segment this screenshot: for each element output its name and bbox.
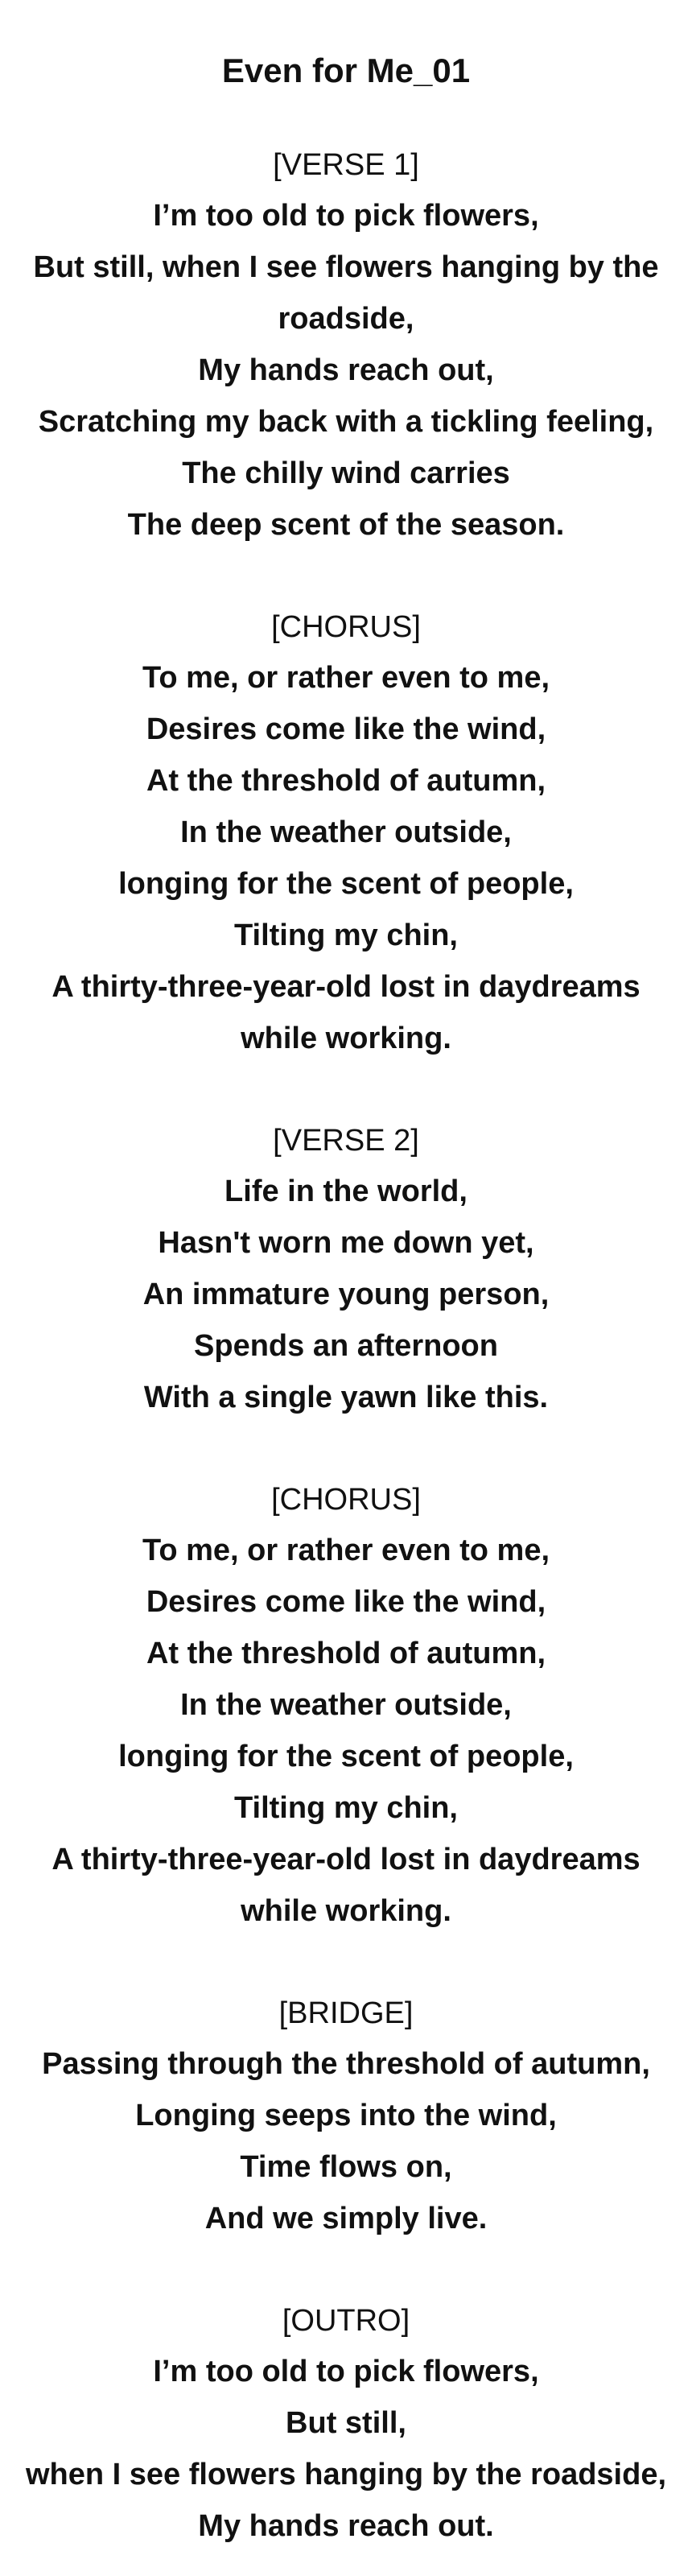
section-outro bbox=[0, 2296, 692, 2552]
lyric-line: But still, when I see flowers hanging by the roadside, bbox=[33, 250, 659, 336]
lyric-line: Life in the world, bbox=[224, 1174, 468, 1208]
lyric-line: My hands reach out, bbox=[198, 353, 494, 387]
lyric-line: when I see flowers hanging by the roadside, bbox=[25, 2458, 667, 2491]
section-bridge bbox=[0, 1988, 692, 2244]
lyric-line: Scratching my back with a tickling feeling, bbox=[38, 405, 654, 439]
lyric-line: longing for the scent of people, bbox=[118, 1740, 574, 1773]
section-label: [CHORUS] bbox=[271, 1483, 421, 1517]
section-chorus-2 bbox=[0, 1475, 692, 1937]
lyric-line: In the weather outside, bbox=[180, 1688, 512, 1722]
lyric-line: At the threshold of autumn, bbox=[146, 1637, 546, 1670]
lyric-line: A thirty-three-year-old lost in daydreams while working. bbox=[51, 970, 641, 1055]
lyric-line: My hands reach out. bbox=[198, 2509, 494, 2543]
lyric-line: The chilly wind carries bbox=[182, 456, 510, 490]
lyric-line: With a single yawn like this. bbox=[143, 1381, 549, 1414]
lyric-line: And we simply live. bbox=[204, 2202, 488, 2235]
lyric-line: I’m too old to pick flowers, bbox=[153, 199, 539, 233]
section-label: [VERSE 2] bbox=[273, 1124, 419, 1158]
lyric-line: To me, or rather even to me, bbox=[142, 1534, 550, 1567]
song-title: Even for Me_01 bbox=[221, 52, 471, 89]
lyric-line: But still, bbox=[286, 2406, 406, 2440]
lyric-line: I’m too old to pick flowers, bbox=[153, 2355, 539, 2388]
lyric-line: In the weather outside, bbox=[180, 815, 512, 849]
lyric-line: The deep scent of the season. bbox=[127, 508, 565, 542]
section-verse-1 bbox=[0, 140, 692, 551]
lyric-line: Desires come like the wind, bbox=[146, 1585, 546, 1619]
lyric-line: Time flows on, bbox=[240, 2150, 452, 2184]
lyric-line: Tilting my chin, bbox=[234, 1791, 458, 1825]
section-label: [CHORUS] bbox=[271, 610, 421, 644]
section-label: [OUTRO] bbox=[282, 2304, 410, 2338]
lyric-line: At the threshold of autumn, bbox=[146, 764, 546, 798]
lyric-line: Hasn't worn me down yet, bbox=[158, 1226, 534, 1260]
lyric-line: Passing through the threshold of autumn, bbox=[42, 2047, 650, 2081]
lyric-line: To me, or rather even to me, bbox=[142, 661, 550, 695]
lyric-line: An immature young person, bbox=[142, 1278, 550, 1311]
lyric-line: Spends an afternoon bbox=[194, 1329, 498, 1363]
section-chorus-1 bbox=[0, 602, 692, 1064]
lyric-line: longing for the scent of people, bbox=[118, 867, 574, 901]
section-label: [BRIDGE] bbox=[278, 1996, 414, 2030]
lyric-line: A thirty-three-year-old lost in daydreams while working. bbox=[51, 1843, 641, 1928]
lyric-line: Longing seeps into the wind, bbox=[135, 2099, 557, 2132]
lyric-line: Desires come like the wind, bbox=[146, 712, 546, 746]
lyric-line: Tilting my chin, bbox=[234, 919, 458, 952]
section-label: [VERSE 1] bbox=[273, 148, 419, 182]
section-verse-2 bbox=[0, 1116, 692, 1423]
